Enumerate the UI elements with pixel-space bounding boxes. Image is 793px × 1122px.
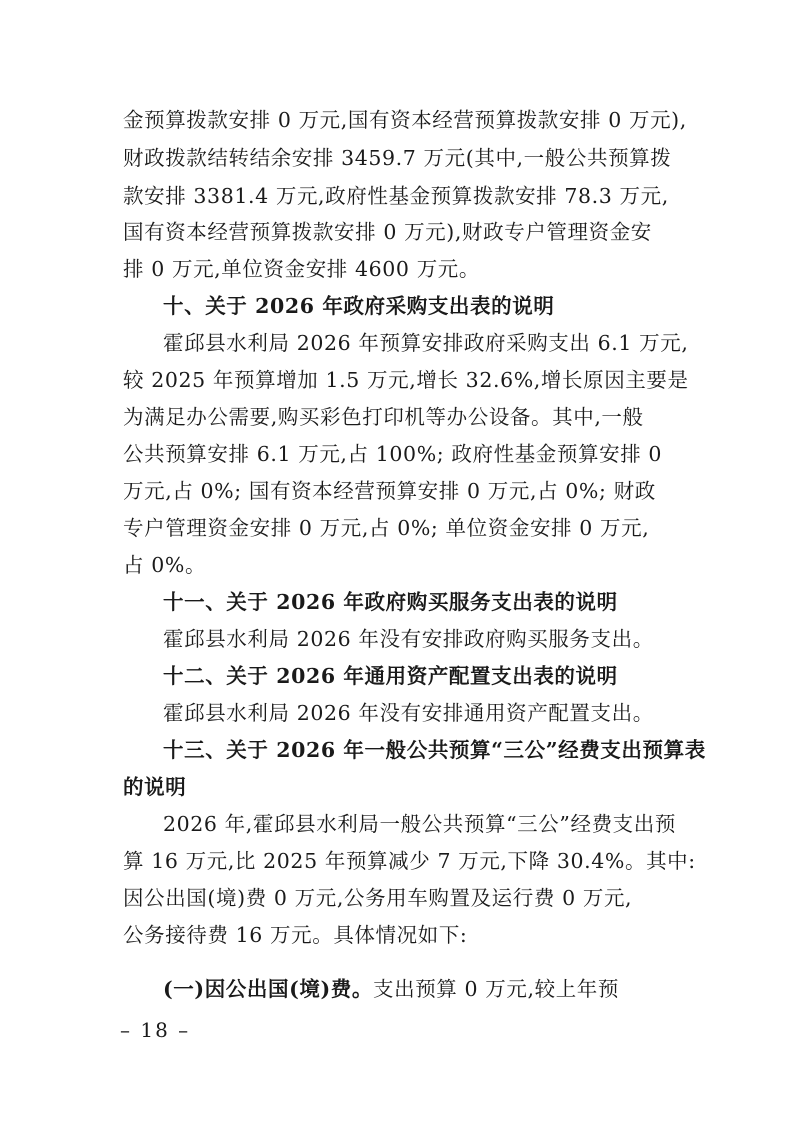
body-text-line: 款安排 3381.4 万元,政府性基金预算拨款安排 78.3 万元, xyxy=(123,184,669,208)
body-text-line: 占 0%。 xyxy=(123,553,207,577)
body-text-line: 霍邱县水利局 2026 年预算安排政府采购支出 6.1 万元, xyxy=(163,331,689,355)
body-text-line: 公共预算安排 6.1 万元,占 100%; 政府性基金预算安排 0 xyxy=(123,442,663,466)
body-text-line: 因公出国(境)费 0 万元,公务用车购置及运行费 0 万元, xyxy=(123,886,633,910)
section-heading-11: 十一、关于 2026 年政府购买服务支出表的说明 xyxy=(163,590,618,614)
body-text-line: 财政拨款结转结余安排 3459.7 万元(其中,一般公共预算拨 xyxy=(123,146,672,170)
body-text-line: 算 16 万元,比 2025 年预算减少 7 万元,下降 30.4%。其中: xyxy=(123,849,696,873)
body-text-line: 2026 年,霍邱县水利局一般公共预算“三公”经费支出预 xyxy=(163,812,676,836)
body-text-line: 国有资本经营预算拨款安排 0 万元),财政专户管理资金安 xyxy=(123,220,652,244)
subsection-line xyxy=(163,976,619,1002)
section-heading-12: 十二、关于 2026 年通用资产配置支出表的说明 xyxy=(163,664,618,688)
body-text-line: 霍邱县水利局 2026 年没有安排通用资产配置支出。 xyxy=(163,701,654,725)
body-text-line: 较 2025 年预算增加 1.5 万元,增长 32.6%,增长原因主要是 xyxy=(123,368,689,392)
subsection-heading: (一)因公出国(境)费。 xyxy=(163,977,373,1001)
body-text-line: 霍邱县水利局 2026 年没有安排政府购买服务支出。 xyxy=(163,627,654,651)
body-text-line: 专户管理资金安排 0 万元,占 0%; 单位资金安排 0 万元, xyxy=(123,516,650,540)
body-text-line: 金预算拨款安排 0 万元,国有资本经营预算拨款安排 0 万元), xyxy=(123,108,687,132)
body-text-line: 万元,占 0%; 国有资本经营预算安排 0 万元,占 0%; 财政 xyxy=(123,479,656,503)
section-heading-13: 十三、关于 2026 年一般公共预算“三公”经费支出预算表 xyxy=(163,738,706,762)
body-text-line: 排 0 万元,单位资金安排 4600 万元。 xyxy=(123,257,480,281)
subsection-text: 支出预算 0 万元,较上年预 xyxy=(373,977,619,1001)
body-text-line: 公务接待费 16 万元。具体情况如下: xyxy=(123,923,468,947)
section-heading-13-continued: 的说明 xyxy=(123,775,187,799)
page-number: – 18 – xyxy=(120,1018,191,1042)
body-text-line: 为满足办公需要,购买彩色打印机等办公设备。其中,一般 xyxy=(123,405,644,429)
section-heading-10: 十、关于 2026 年政府采购支出表的说明 xyxy=(163,294,555,318)
